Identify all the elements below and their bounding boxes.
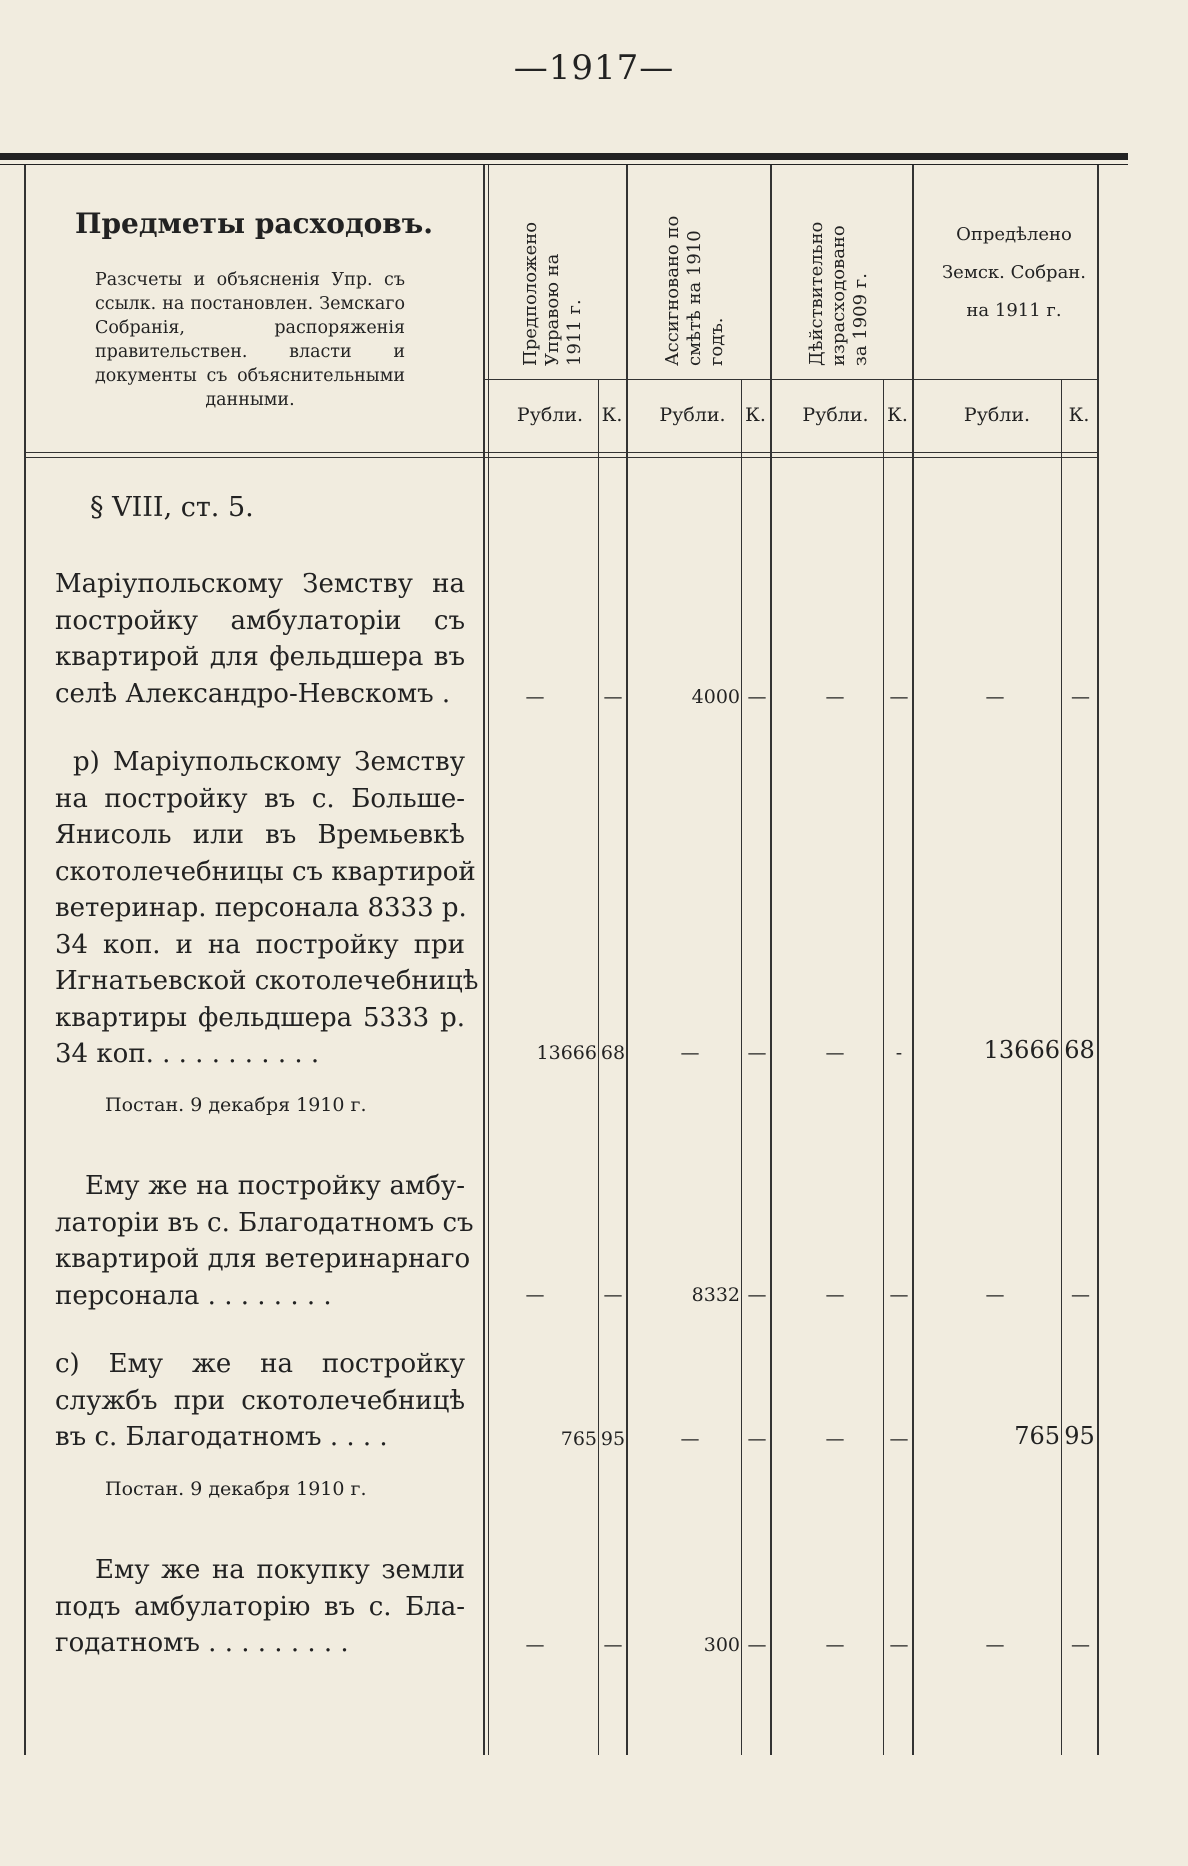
- determined-rubles: —: [985, 1284, 1005, 1306]
- table-right-border: [1097, 165, 1099, 1755]
- entry-text: Ему же на покупку земли подъ амбулаторію въ с. Бла- годатномъ . . . . . . . . .: [55, 1555, 465, 1658]
- proposed-rubles: —: [525, 686, 545, 708]
- determined-kop: —: [1071, 686, 1090, 708]
- kop-divider: [598, 380, 599, 1755]
- proposed-rubles: —: [525, 1284, 545, 1306]
- unit-kop-assigned: К.: [745, 404, 766, 426]
- column-divider: [912, 165, 914, 1755]
- kop-divider: [1061, 380, 1062, 1755]
- entry-text: р) Маріупольскому Земству на постройку въ с. Больше- Янисоль или въ Времьевкѣ скотолечебницы съ квартирой ветеринар. персонала 8333 р. 34 коп. и на постройку при Игнатьевской скотолечебницѣ квартиры фельдшера 5333 р. 34 коп. . . . . . . . . . .: [55, 747, 479, 1069]
- header-unit-rule: [483, 379, 1097, 380]
- assigned-kop: —: [747, 686, 767, 708]
- spent-rubles: —: [825, 1284, 845, 1306]
- proposed-kop: —: [603, 686, 623, 708]
- unit-kop-spent: К.: [887, 404, 908, 426]
- page-number: —1917—: [513, 48, 675, 88]
- unit-kop-proposed: К.: [601, 404, 623, 426]
- assigned-kop: —: [747, 1042, 767, 1064]
- column-divider: [483, 165, 485, 1755]
- proposed-kop: 68: [600, 1042, 626, 1064]
- unit-rubles-spent: Рубли.: [802, 404, 869, 426]
- unit-rubles-determined: Рубли.: [963, 404, 1031, 426]
- spent-kop: -: [895, 1042, 903, 1064]
- assigned-rubles: —: [680, 1428, 700, 1450]
- top-rule: [0, 153, 1128, 160]
- header-bottom-rule: [24, 452, 1097, 453]
- determined-kop: —: [1071, 1634, 1090, 1656]
- spent-rubles: —: [825, 1042, 845, 1064]
- column-header-subject: Предметы расходовъ.: [75, 207, 433, 240]
- assigned-rubles: —: [680, 1042, 700, 1064]
- entry-text: с) Ему же на постройку службъ при скотолечебницѣ въ с. Благодатномъ . . . .: [55, 1349, 465, 1452]
- determined-kop: 95: [1064, 1422, 1095, 1450]
- proposed-rubles: —: [525, 1634, 545, 1656]
- spent-kop: —: [889, 1634, 909, 1656]
- column-header-determined: Опредѣлено Земск. Собран. на 1911 г.: [941, 224, 1087, 321]
- column-header-assigned: Ассигновано по смѣтѣ на 1910 годъ.: [662, 215, 727, 366]
- resolution-note: Постан. 9 декабря 1910 г.: [105, 1478, 367, 1500]
- unit-kop-determined: К.: [1068, 404, 1090, 426]
- header-bottom-rule-2: [24, 457, 1097, 458]
- proposed-kop: —: [603, 1634, 623, 1656]
- spent-rubles: —: [825, 1428, 845, 1450]
- determined-rubles: 13666: [983, 1036, 1060, 1064]
- proposed-kop: —: [603, 1284, 623, 1306]
- spent-kop: —: [889, 1284, 909, 1306]
- column-header-subject-description: Разсчеты и объясненія Упр. съ ссылк. на постановлен. Земскаго Собранія, распоряженія правительствен. власти и документы съ объяснительными данными.: [95, 270, 405, 410]
- assigned-rubles: 8332: [691, 1284, 740, 1306]
- column-divider: [626, 165, 628, 1755]
- spent-rubles: —: [825, 686, 845, 708]
- determined-kop: 68: [1064, 1036, 1095, 1064]
- determined-rubles: —: [985, 686, 1005, 708]
- kop-divider: [741, 380, 742, 1755]
- unit-rubles-proposed: Рубли.: [516, 404, 584, 426]
- entry-text: Ему же на постройку амбу- латоріи въ с. Благодатномъ съ квартирой для ветеринарнаго персонала . . . . . . . .: [55, 1171, 474, 1311]
- resolution-note: Постан. 9 декабря 1910 г.: [105, 1094, 367, 1116]
- assigned-rubles: 4000: [691, 686, 740, 708]
- assigned-kop: —: [747, 1634, 767, 1656]
- proposed-rubles: 13666: [536, 1042, 597, 1064]
- assigned-kop: —: [747, 1428, 767, 1450]
- determined-kop: —: [1071, 1284, 1090, 1306]
- column-header-proposed: Предположено Управою на 1911 г.: [520, 221, 585, 366]
- proposed-rubles: 765: [560, 1428, 597, 1450]
- determined-rubles: 765: [1014, 1422, 1060, 1450]
- unit-rubles-assigned: Рубли.: [659, 404, 726, 426]
- proposed-kop: 95: [600, 1428, 626, 1450]
- assigned-rubles: 300: [703, 1634, 740, 1656]
- determined-rubles: —: [985, 1634, 1005, 1656]
- spent-rubles: —: [825, 1634, 845, 1656]
- column-divider: [488, 165, 489, 1755]
- assigned-kop: —: [747, 1284, 767, 1306]
- spent-kop: —: [889, 1428, 909, 1450]
- entry-text: Маріупольскому Земству на постройку амбулаторіи съ квартирой для фельдшера въ селѣ Александро-Невскомъ .: [55, 569, 465, 709]
- kop-divider: [883, 380, 884, 1755]
- table-left-border: [24, 165, 26, 1755]
- column-divider: [770, 165, 772, 1755]
- column-header-spent: Дѣйствительно израсходовано за 1909 г.: [806, 221, 871, 366]
- spent-kop: —: [889, 686, 909, 708]
- top-rule-thin: [0, 164, 1128, 165]
- section-title: § VIII, ст. 5.: [90, 492, 254, 523]
